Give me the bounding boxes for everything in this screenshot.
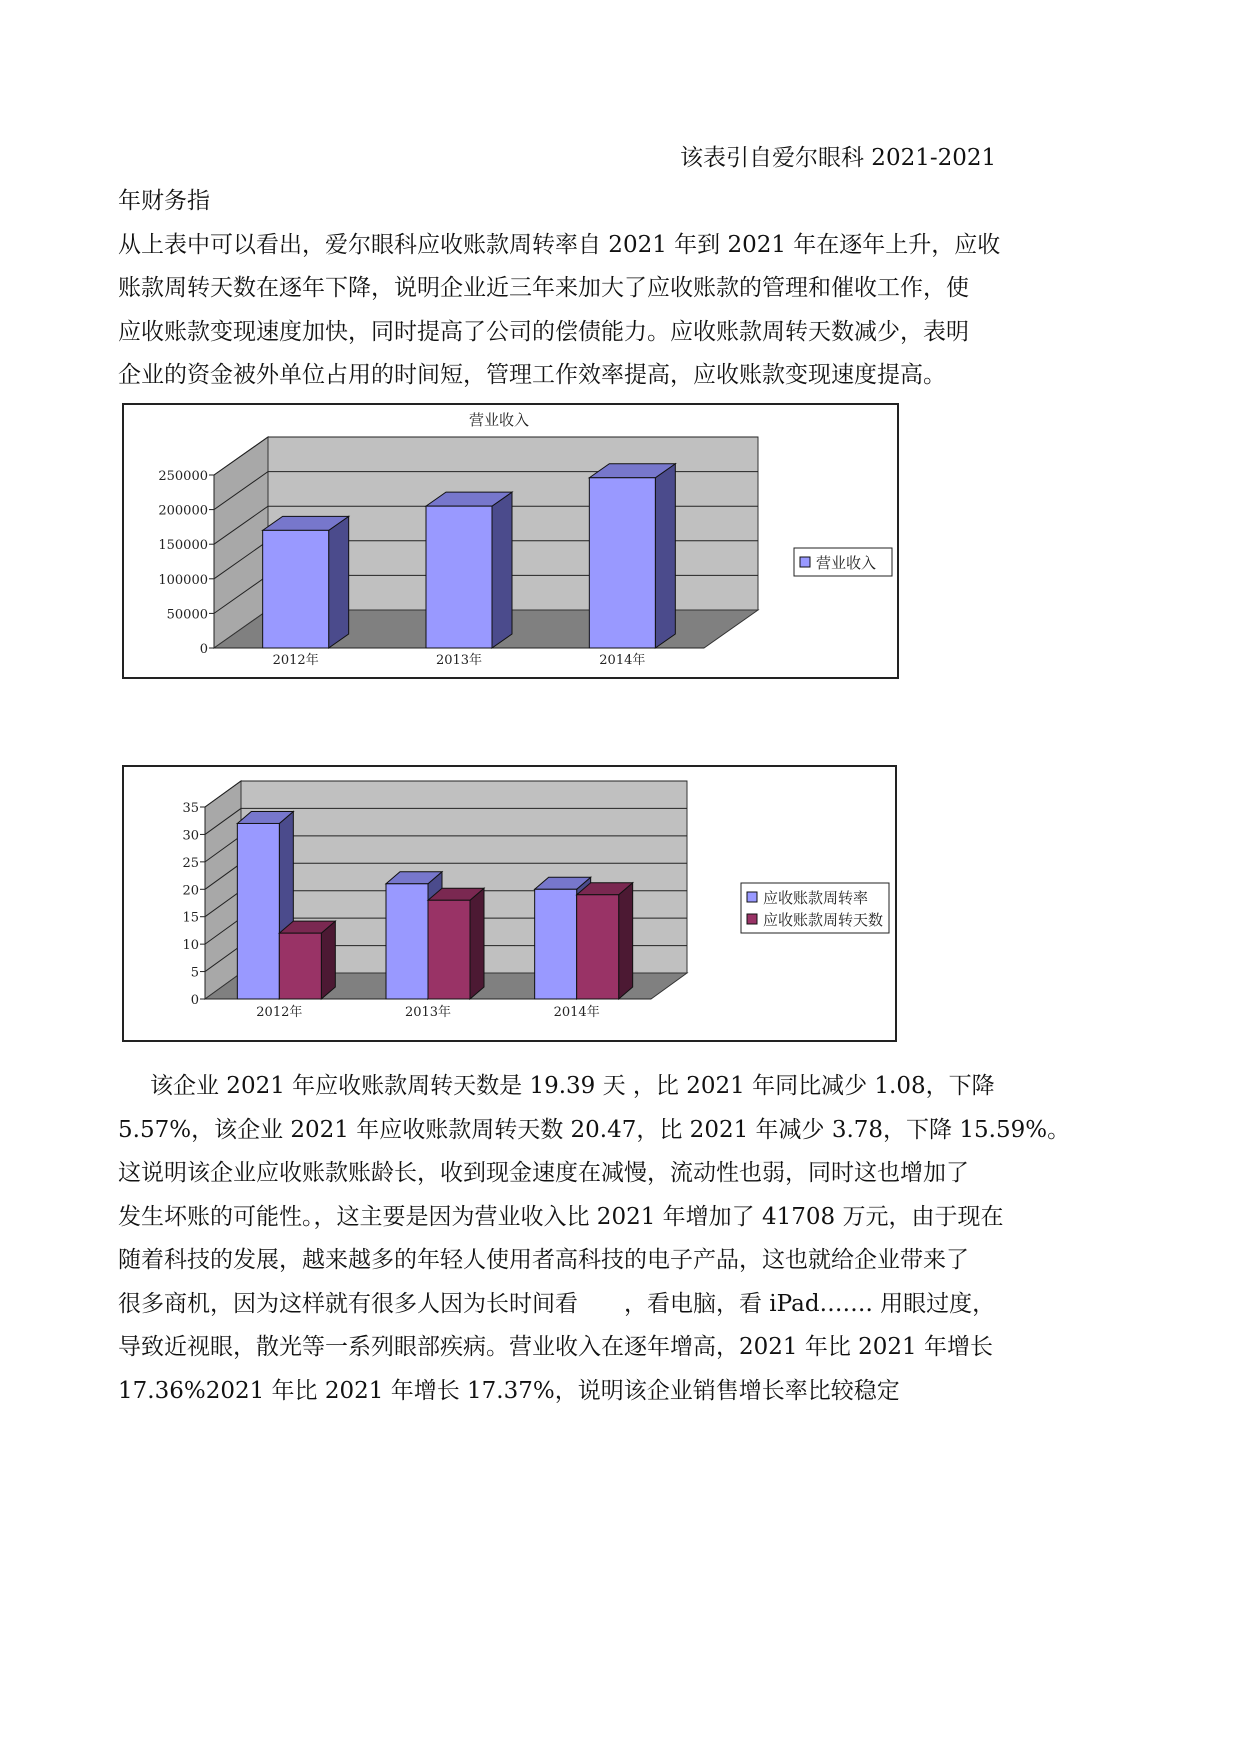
bar	[237, 823, 279, 999]
legend-label: 应收账款周转率	[763, 889, 869, 907]
y-tick-label: 30	[182, 828, 199, 844]
paragraph-1-line-1: 年财务指	[118, 188, 210, 214]
bar-side	[492, 492, 512, 648]
paragraph-2-line-8: 17.36%2021 年比 2021 年增长 17.37%，说明该企业销售增长率比较稳定	[118, 1378, 900, 1404]
x-tick-label: 2013年	[404, 1005, 452, 1020]
legend-swatch	[747, 914, 757, 924]
bar-side	[470, 888, 484, 999]
x-tick-label: 2012年	[272, 653, 319, 668]
paragraph-1-line-5: 企业的资金被外单位占用的时间短，管理工作效率提高，应收账款变现速度提高。	[118, 362, 946, 388]
y-tick-label: 100000	[158, 572, 208, 588]
bar-side	[321, 921, 335, 999]
paragraph-1-line-4: 应收账款变现速度加快，同时提高了公司的偿债能力。应收账款周转天数减少，表明	[118, 319, 969, 345]
source-note: 该表引自爱尔眼科 2021-2021	[680, 145, 997, 171]
bar-side	[655, 464, 675, 648]
chart-title: 营业收入	[468, 411, 530, 429]
bar	[577, 895, 619, 999]
y-tick-label: 5	[190, 965, 199, 981]
bar	[279, 933, 321, 999]
y-tick-label: 20	[182, 883, 199, 899]
paragraph-2-line-4: 发生坏账的可能性。，这主要是因为营业收入比 2021 年增加了 41708 万元，由于现在	[118, 1204, 1004, 1230]
bar	[386, 884, 428, 999]
receivables-chart-svg	[124, 767, 895, 1040]
paragraph-2-line-2: 5.57%，该企业 2021 年应收账款周转天数 20.47，比 2021 年减少 3.78，下降 15.59%。	[118, 1117, 1071, 1143]
paragraph-2-line-5: 随着科技的发展，越来越多的年轻人使用者高科技的电子产品，这也就给企业带来了	[118, 1247, 969, 1273]
bar	[263, 530, 329, 648]
y-tick-label: 15	[182, 910, 199, 926]
x-tick-label: 2013年	[435, 653, 483, 668]
bar-side	[329, 516, 349, 648]
paragraph-2-line-1: 该企业 2021 年应收账款周转天数是 19.39 天 ，比 2021 年同比减少 1.08，下降	[150, 1073, 995, 1099]
y-tick-label: 250000	[158, 469, 208, 484]
paragraph-2-line-6: 很多商机，因为这样就有很多人因为长时间看 ，看电脑，看 iPad……. 用眼过度，	[118, 1291, 996, 1317]
y-tick-label: 35	[182, 801, 199, 816]
y-tick-label: 25	[182, 855, 199, 871]
y-tick-label: 50000	[166, 607, 208, 623]
y-tick-label: 200000	[158, 503, 208, 519]
y-tick-label: 0	[199, 642, 208, 657]
bar	[589, 478, 655, 648]
paragraph-2-line-3: 这说明该企业应收账款账龄长，收到现金速度在减慢，流动性也弱，同时这也增加了	[118, 1160, 969, 1186]
legend-label: 营业收入	[816, 554, 877, 572]
bar	[426, 506, 492, 648]
paragraph-1-line-2: 从上表中可以看出，爱尔眼科应收账款周转率自 2021 年到 2021 年在逐年上升，应收	[118, 232, 1001, 258]
paragraph-1-line-3: 账款周转天数在逐年下降，说明企业近三年来加大了应收账款的管理和催收工作，使	[118, 275, 969, 301]
legend-swatch	[747, 892, 757, 902]
legend-label: 应收账款周转天数	[763, 911, 884, 929]
bar-side	[619, 883, 633, 999]
y-tick-label: 0	[190, 993, 199, 1008]
revenue-chart-svg	[124, 405, 897, 677]
y-tick-label: 10	[182, 938, 199, 954]
x-tick-label: 2014年	[553, 1005, 600, 1020]
bar	[428, 900, 470, 999]
y-tick-label: 150000	[158, 538, 208, 554]
chart-side-wall	[205, 781, 241, 999]
bar	[535, 889, 577, 999]
legend-swatch	[800, 557, 810, 567]
x-tick-label: 2014年	[599, 653, 646, 668]
receivables-chart	[122, 765, 897, 1042]
paragraph-2-line-7: 导致近视眼，散光等一系列眼部疾病。营业收入在逐年增高，2021 年比 2021 年增长	[118, 1334, 993, 1360]
x-tick-label: 2012年	[256, 1005, 303, 1020]
revenue-chart	[122, 403, 899, 679]
